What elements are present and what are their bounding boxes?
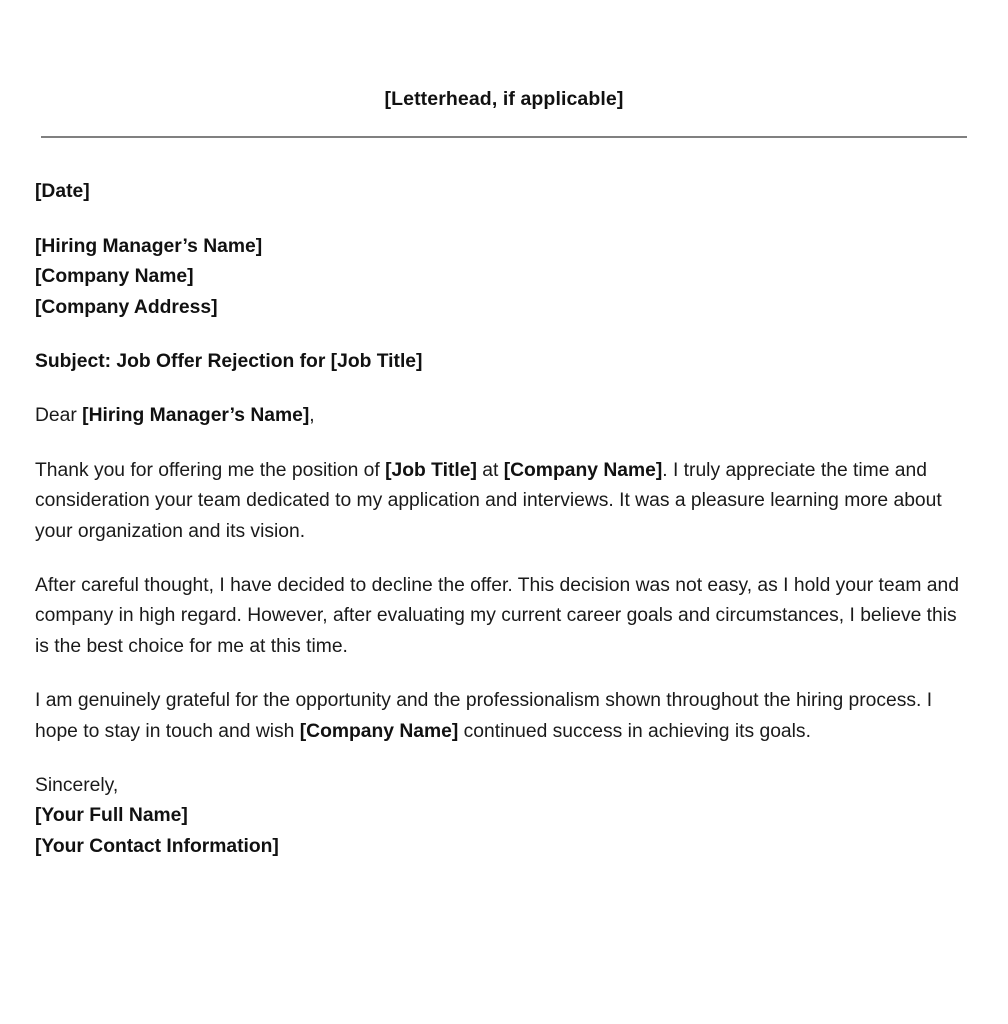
recipient-company-address: [Company Address] [35, 296, 218, 318]
recipient-company-name: [Company Name] [35, 266, 194, 288]
letter-body [0, 138, 1008, 862]
closing-block [35, 771, 965, 862]
salutation-name: [Hiring Manager’s Name] [82, 405, 310, 427]
paragraph-one [35, 456, 965, 547]
spacer [35, 432, 965, 456]
salutation-greeting: Dear [35, 405, 83, 427]
paragraph-one-text-c: . I truly appreciate the time and consideration your team dedicated to my application and interviews. It was a pleasure learning more about your organization and its vision. [35, 459, 942, 542]
spacer [35, 138, 965, 177]
salutation-line [35, 401, 965, 431]
closing-sign-off: Sincerely, [35, 775, 119, 797]
spacer [35, 547, 965, 571]
letterhead-title: [Letterhead, if applicable] [384, 88, 624, 110]
spacer [35, 747, 965, 771]
closing-full-name: [Your Full Name] [35, 805, 188, 827]
date-placeholder: [Date] [35, 181, 90, 203]
paragraph-two: After careful thought, I have decided to decline the offer. This decision was not easy, as I hold your team and company in high regard. However, after evaluating my current career goals and circumstances, I believe this is the best choice for me at this time. [35, 575, 959, 657]
spacer [35, 377, 965, 401]
paragraph-three-text-a: I am genuinely grateful for the opportunity and the professionalism shown throughout the hiring process. I hope to stay in touch and wish [35, 690, 933, 742]
recipient-address-block [35, 232, 965, 323]
closing-contact-information: [Your Contact Information] [35, 835, 279, 857]
spacer [35, 323, 965, 347]
spacer [35, 208, 965, 232]
paragraph-three-company-name: [Company Name] [299, 720, 459, 742]
paragraph-three-text-b: continued success in achieving its goals. [458, 720, 811, 742]
paragraph-one-job-title: [Job Title] [385, 459, 477, 481]
paragraph-one-text-a: Thank you for offering me the position of [35, 459, 386, 481]
spacer [35, 662, 965, 686]
salutation-punctuation: , [309, 405, 315, 427]
paragraph-three [35, 686, 965, 747]
recipient-manager-name: [Hiring Manager’s Name] [35, 235, 263, 257]
subject-line: Subject: Job Offer Rejection for [Job Title] [35, 351, 423, 373]
paragraph-one-company-name: [Company Name] [503, 459, 663, 481]
paragraph-one-text-b: at [476, 459, 504, 481]
